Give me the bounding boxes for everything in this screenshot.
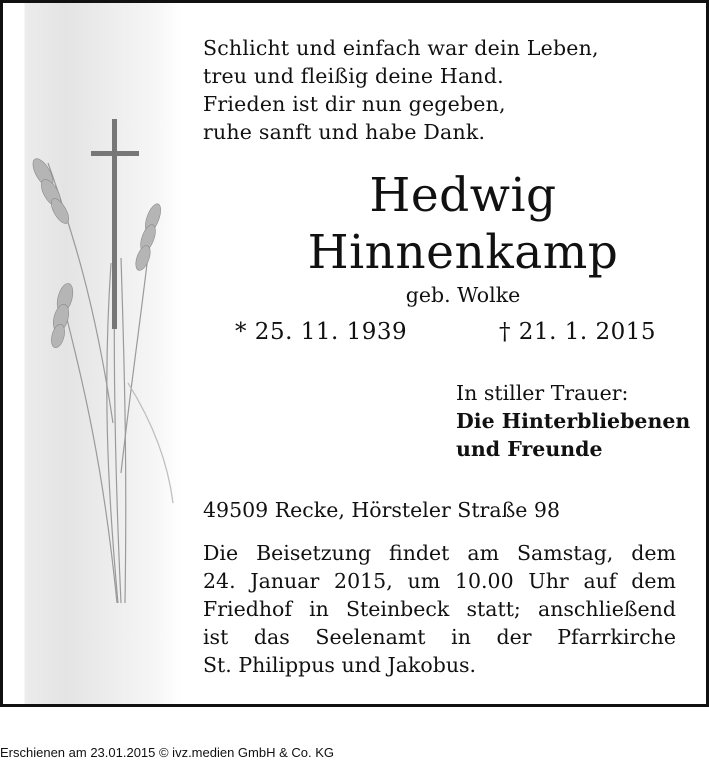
poem-line: ruhe sanft und habe Dank. <box>203 120 486 144</box>
death-date: † 21. 1. 2015 <box>499 319 656 345</box>
maiden-name: geb. Wolke <box>405 283 521 307</box>
funeral-line: Friedhof in Steinbeck statt; anschließend <box>203 597 676 621</box>
funeral-line: ist das Seelenamt in der Pfarrkirche <box>203 625 676 649</box>
poem-line: treu und fleißig deine Hand. <box>203 64 504 88</box>
birth-date: * 25. 11. 1939 <box>235 319 408 345</box>
cross-icon <box>91 119 139 329</box>
mourners-line: Die Hinterbliebenen <box>456 409 691 433</box>
publication-footer: Erschienen am 23.01.2015 © ivz.medien GmbH & Co. KG <box>0 745 335 760</box>
decorative-panel <box>3 3 182 704</box>
mourners-line: und Freunde <box>456 437 603 461</box>
wheat-ears <box>29 156 164 350</box>
last-name: Hinnenkamp <box>307 225 619 280</box>
funeral-line: Die Beisetzung findet am Samstag, dem <box>203 541 676 565</box>
funeral-line: St. Philippus und Jakobus. <box>203 653 477 677</box>
poem-line: Schlicht und einfach war dein Leben, <box>203 36 599 60</box>
funeral-info <box>203 539 676 679</box>
poem-line: Frieden ist dir nun gegeben, <box>203 92 506 116</box>
mourners-block <box>456 379 690 463</box>
cross-wheat-illustration <box>3 3 182 704</box>
mourners-intro: In stiller Trauer: <box>456 381 629 405</box>
address: 49509 Recke, Hörsteler Straße 98 <box>203 498 561 522</box>
first-name: Hedwig <box>369 168 557 223</box>
funeral-line: 24. Januar 2015, um 10.00 Uhr auf dem <box>203 569 676 593</box>
poem <box>203 34 599 146</box>
